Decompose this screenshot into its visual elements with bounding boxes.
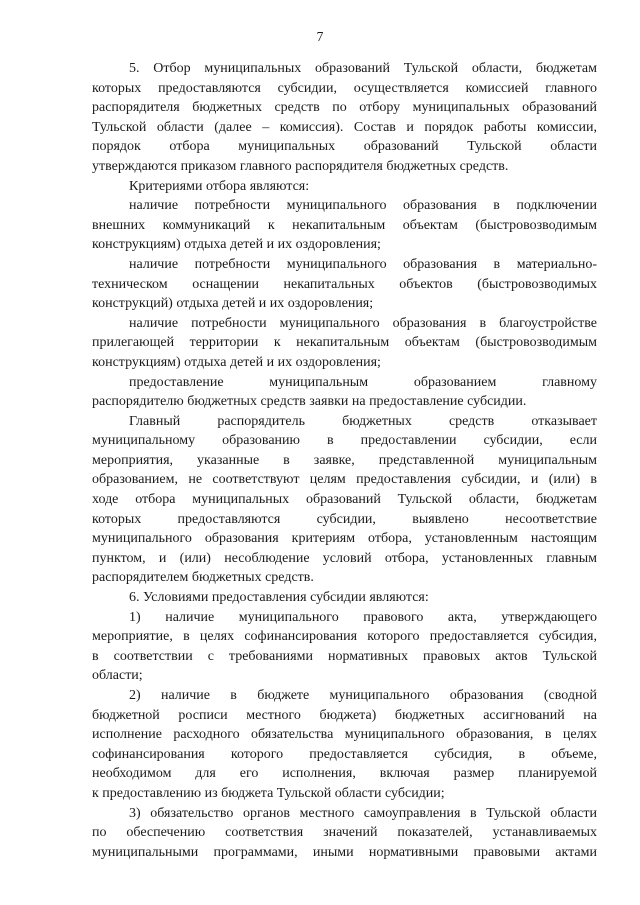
paragraph — [92, 686, 597, 804]
text-line: по обеспечению соответствия значений показателей, устанавливаемых — [92, 825, 597, 841]
text-line: муниципальному образованию в предоставлении субсидии, если — [92, 433, 597, 449]
document-text — [92, 59, 597, 862]
text-line: мероприятие, в целях софинансирования которого предоставляется субсидия, — [92, 629, 597, 645]
text-line: техническом оснащении некапитальных объектов (быстровозводимых — [92, 276, 597, 292]
text-line: 1) наличие муниципального правового акта, утверждающего — [129, 609, 597, 625]
text-line: необходимом для его исполнения, включая размер планируемой — [92, 766, 597, 782]
paragraph — [92, 59, 597, 177]
text-line: мероприятия, указанные в заявке, представленной муниципальным — [92, 452, 597, 468]
paragraph — [92, 608, 597, 686]
text-line: наличие потребности муниципального образования в материально- — [129, 256, 597, 272]
text-line: пунктом, и (или) несоблюдение условий отбора, установленных главным — [92, 550, 597, 566]
paragraph — [92, 412, 597, 588]
text-line: бюджетной росписи местного бюджета) бюджетных ассигнований на — [92, 707, 597, 723]
text-line: которых предоставляются субсидии, выявлено несоответствие — [92, 511, 597, 527]
text-line: в соответствии с требованиями нормативных правовых актов Тульской — [92, 648, 597, 664]
text-line: Тульской области (далее – комиссия). Состав и порядок работы комиссии, — [92, 119, 597, 135]
text-line: 2) наличие в бюджете муниципального образования (сводной — [129, 688, 597, 703]
text-line: внешних коммуникаций к некапитальным объектам (быстровозводимым — [92, 217, 597, 233]
text-line: предоставление муниципальным образованием главному — [129, 374, 597, 390]
paragraph — [92, 196, 597, 255]
text-line: конструкциям) отдыха детей и их оздоровления; — [92, 354, 381, 370]
text-line: муниципального образования критериям отбора, установленным настоящим — [92, 531, 597, 547]
text-line: Критериями отбора являются: — [129, 178, 310, 194]
text-line: 3) обязательство органов местного самоуправления в Тульской области — [129, 805, 597, 821]
text-line: 5. Отбор муниципальных образований Тульской области, бюджетам — [129, 61, 597, 76]
text-line: распорядителя бюджетных средств по отбору муниципальных образований — [92, 100, 597, 116]
text-line: прилегающей территории к некапитальным объектам (быстровозводимым — [92, 335, 597, 351]
text-line: софинансирования которого предоставляется субсидия, в объеме, — [92, 746, 597, 762]
text-line: конструкций) отдыха детей и их оздоровления; — [92, 296, 374, 312]
paragraph — [92, 177, 597, 197]
text-line: муниципальными программами, иными нормативными правовыми актами — [92, 844, 597, 860]
text-line: распорядителю бюджетных средств заявки на предоставление субсидии. — [92, 394, 527, 410]
text-line: порядок отбора муниципальных образований Тульской области — [92, 139, 597, 155]
text-line: конструкциям) отдыха детей и их оздоровления; — [92, 237, 381, 253]
paragraph — [92, 373, 597, 412]
paragraph — [92, 314, 597, 373]
text-line: к предоставлению из бюджета Тульской области субсидии; — [92, 785, 445, 801]
text-line: которых предоставляются субсидии, осуществляется комиссией главного — [92, 80, 597, 96]
text-line: наличие потребности муниципального образования в подключении — [129, 198, 597, 214]
text-line: утверждаются приказом главного распорядителя бюджетных средств. — [92, 158, 509, 174]
text-line: наличие потребности муниципального образования в благоустройстве — [129, 315, 597, 331]
text-line: распорядителем бюджетных средств. — [92, 570, 314, 586]
paragraph — [92, 255, 597, 314]
text-line: ходе отбора муниципальных образований Тульской области, бюджетам — [92, 492, 597, 508]
text-line: Главный распорядитель бюджетных средств отказывает — [129, 413, 597, 429]
page-number: 7 — [316, 29, 324, 44]
text-line: образованием, не соответствуют целям предоставления субсидии, и (или) в — [92, 472, 597, 488]
text-line: области; — [92, 668, 143, 684]
text-line: исполнение расходного обязательства муниципального образования, в целях — [92, 727, 597, 743]
text-line: 6. Условиями предоставления субсидии являются: — [129, 590, 429, 606]
paragraph — [92, 804, 597, 863]
paragraph — [92, 588, 597, 608]
